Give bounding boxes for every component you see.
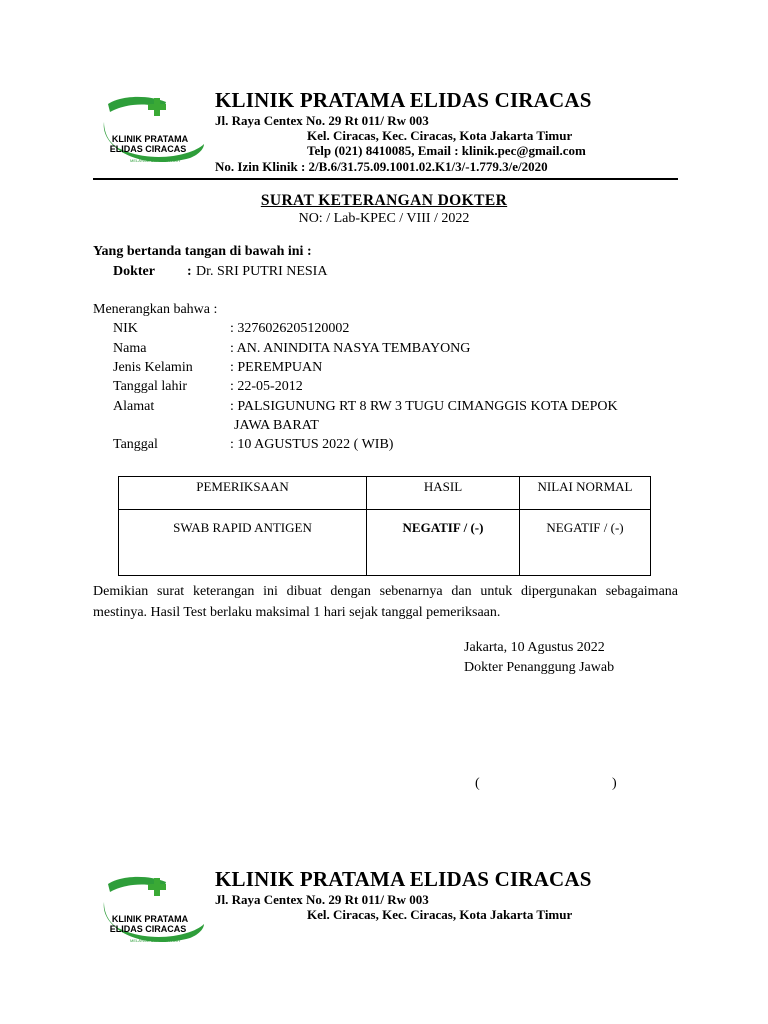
signature-open-paren: ( [475, 776, 480, 791]
logo-line1-repeat: KLINIK PRATAMA [111, 914, 189, 924]
logo-line1: KLINIK PRATAMA [111, 134, 189, 144]
header-normal-value: NILAI NORMAL [520, 477, 651, 510]
cell-examination: SWAB RAPID ANTIGEN [119, 510, 367, 576]
name-value: : AN. ANINDITA NASYA TEMBAYONG [230, 341, 471, 356]
clinic-logo-repeat [100, 872, 210, 952]
logo-line2-repeat: ELIDAS CIRACAS [109, 924, 187, 934]
logo-line2: ELIDAS CIRACAS [109, 144, 187, 154]
states-text: Menerangkan bahwa : [93, 302, 218, 317]
logo-tagline: MELAYANI SEPENUH HATI [129, 158, 181, 163]
doctor-name: Dr. SRI PUTRI NESIA [196, 264, 328, 279]
closing-paragraph: Demikian surat keterangan ini dibuat dengan sebenarnya dan untuk dipergunakan sebagaimana mestinya. Hasil Test berlaku maksimal 1 hari sejak tanggal pemeriksaan. [93, 584, 678, 620]
signature-close-paren: ) [612, 776, 617, 791]
table-header-row [119, 477, 651, 510]
document-number: NO: / Lab-KPEC / VIII / 2022 [298, 211, 470, 226]
address-value-line2: JAWA BARAT [234, 418, 319, 433]
cell-normal-value: NEGATIF / (-) [520, 510, 651, 576]
logo-tagline-repeat: MELAYANI SEPENUH HATI [129, 938, 181, 943]
dob-label: Tanggal lahir [113, 379, 188, 394]
document-title: SURAT KETERANGAN DOKTER [260, 192, 508, 209]
cell-result: NEGATIF / (-) [367, 510, 520, 576]
address-value-line1: : PALSIGUNUNG RT 8 RW 3 TUGU CIMANGGIS KOTA DEPOK [230, 399, 618, 414]
doctor-colon: : [187, 264, 192, 279]
clinic-address-district-repeat: Kel. Ciracas, Kec. Ciracas, Kota Jakarta Timur [307, 907, 573, 922]
clinic-name-repeat: KLINIK PRATAMA ELIDAS CIRACAS [215, 867, 592, 891]
date-value: : 10 AGUSTUS 2022 ( WIB) [230, 437, 394, 452]
clinic-logo [100, 92, 210, 172]
clinic-address-street-repeat: Jl. Raya Centex No. 29 Rt 011/ Rw 003 [215, 892, 429, 907]
gender-value: : PEREMPUAN [230, 360, 323, 375]
date-label: Tanggal [113, 437, 158, 452]
gender-label: Jenis Kelamin [113, 360, 193, 375]
name-label: Nama [113, 341, 147, 356]
doctor-label: Dokter [113, 264, 155, 279]
address-label: Alamat [113, 399, 155, 414]
place-date: Jakarta, 10 Agustus 2022 [464, 640, 605, 655]
header-divider [93, 178, 678, 180]
clinic-address-district: Kel. Ciracas, Kec. Ciracas, Kota Jakarta Timur [307, 128, 573, 143]
clinic-name: KLINIK PRATAMA ELIDAS CIRACAS [215, 88, 592, 112]
dob-value: : 22-05-2012 [230, 379, 303, 394]
signer-title: Dokter Penanggung Jawab [464, 660, 615, 675]
table-row [119, 510, 651, 576]
results-table [118, 476, 651, 576]
clinic-address-street: Jl. Raya Centex No. 29 Rt 011/ Rw 003 [215, 113, 429, 128]
nik-label: NIK [113, 321, 138, 336]
intro-text: Yang bertanda tangan di bawah ini : [93, 244, 312, 259]
header-examination: PEMERIKSAAN [119, 477, 367, 510]
header-result: HASIL [367, 477, 520, 510]
clinic-contact: Telp (021) 8410085, Email : klinik.pec@gmail.com [307, 143, 586, 158]
nik-value: : 3276026205120002 [230, 321, 350, 336]
clinic-license: No. Izin Klinik : 2/B.6/31.75.09.1001.02.K1/3/-1.779.3/e/2020 [215, 159, 548, 174]
